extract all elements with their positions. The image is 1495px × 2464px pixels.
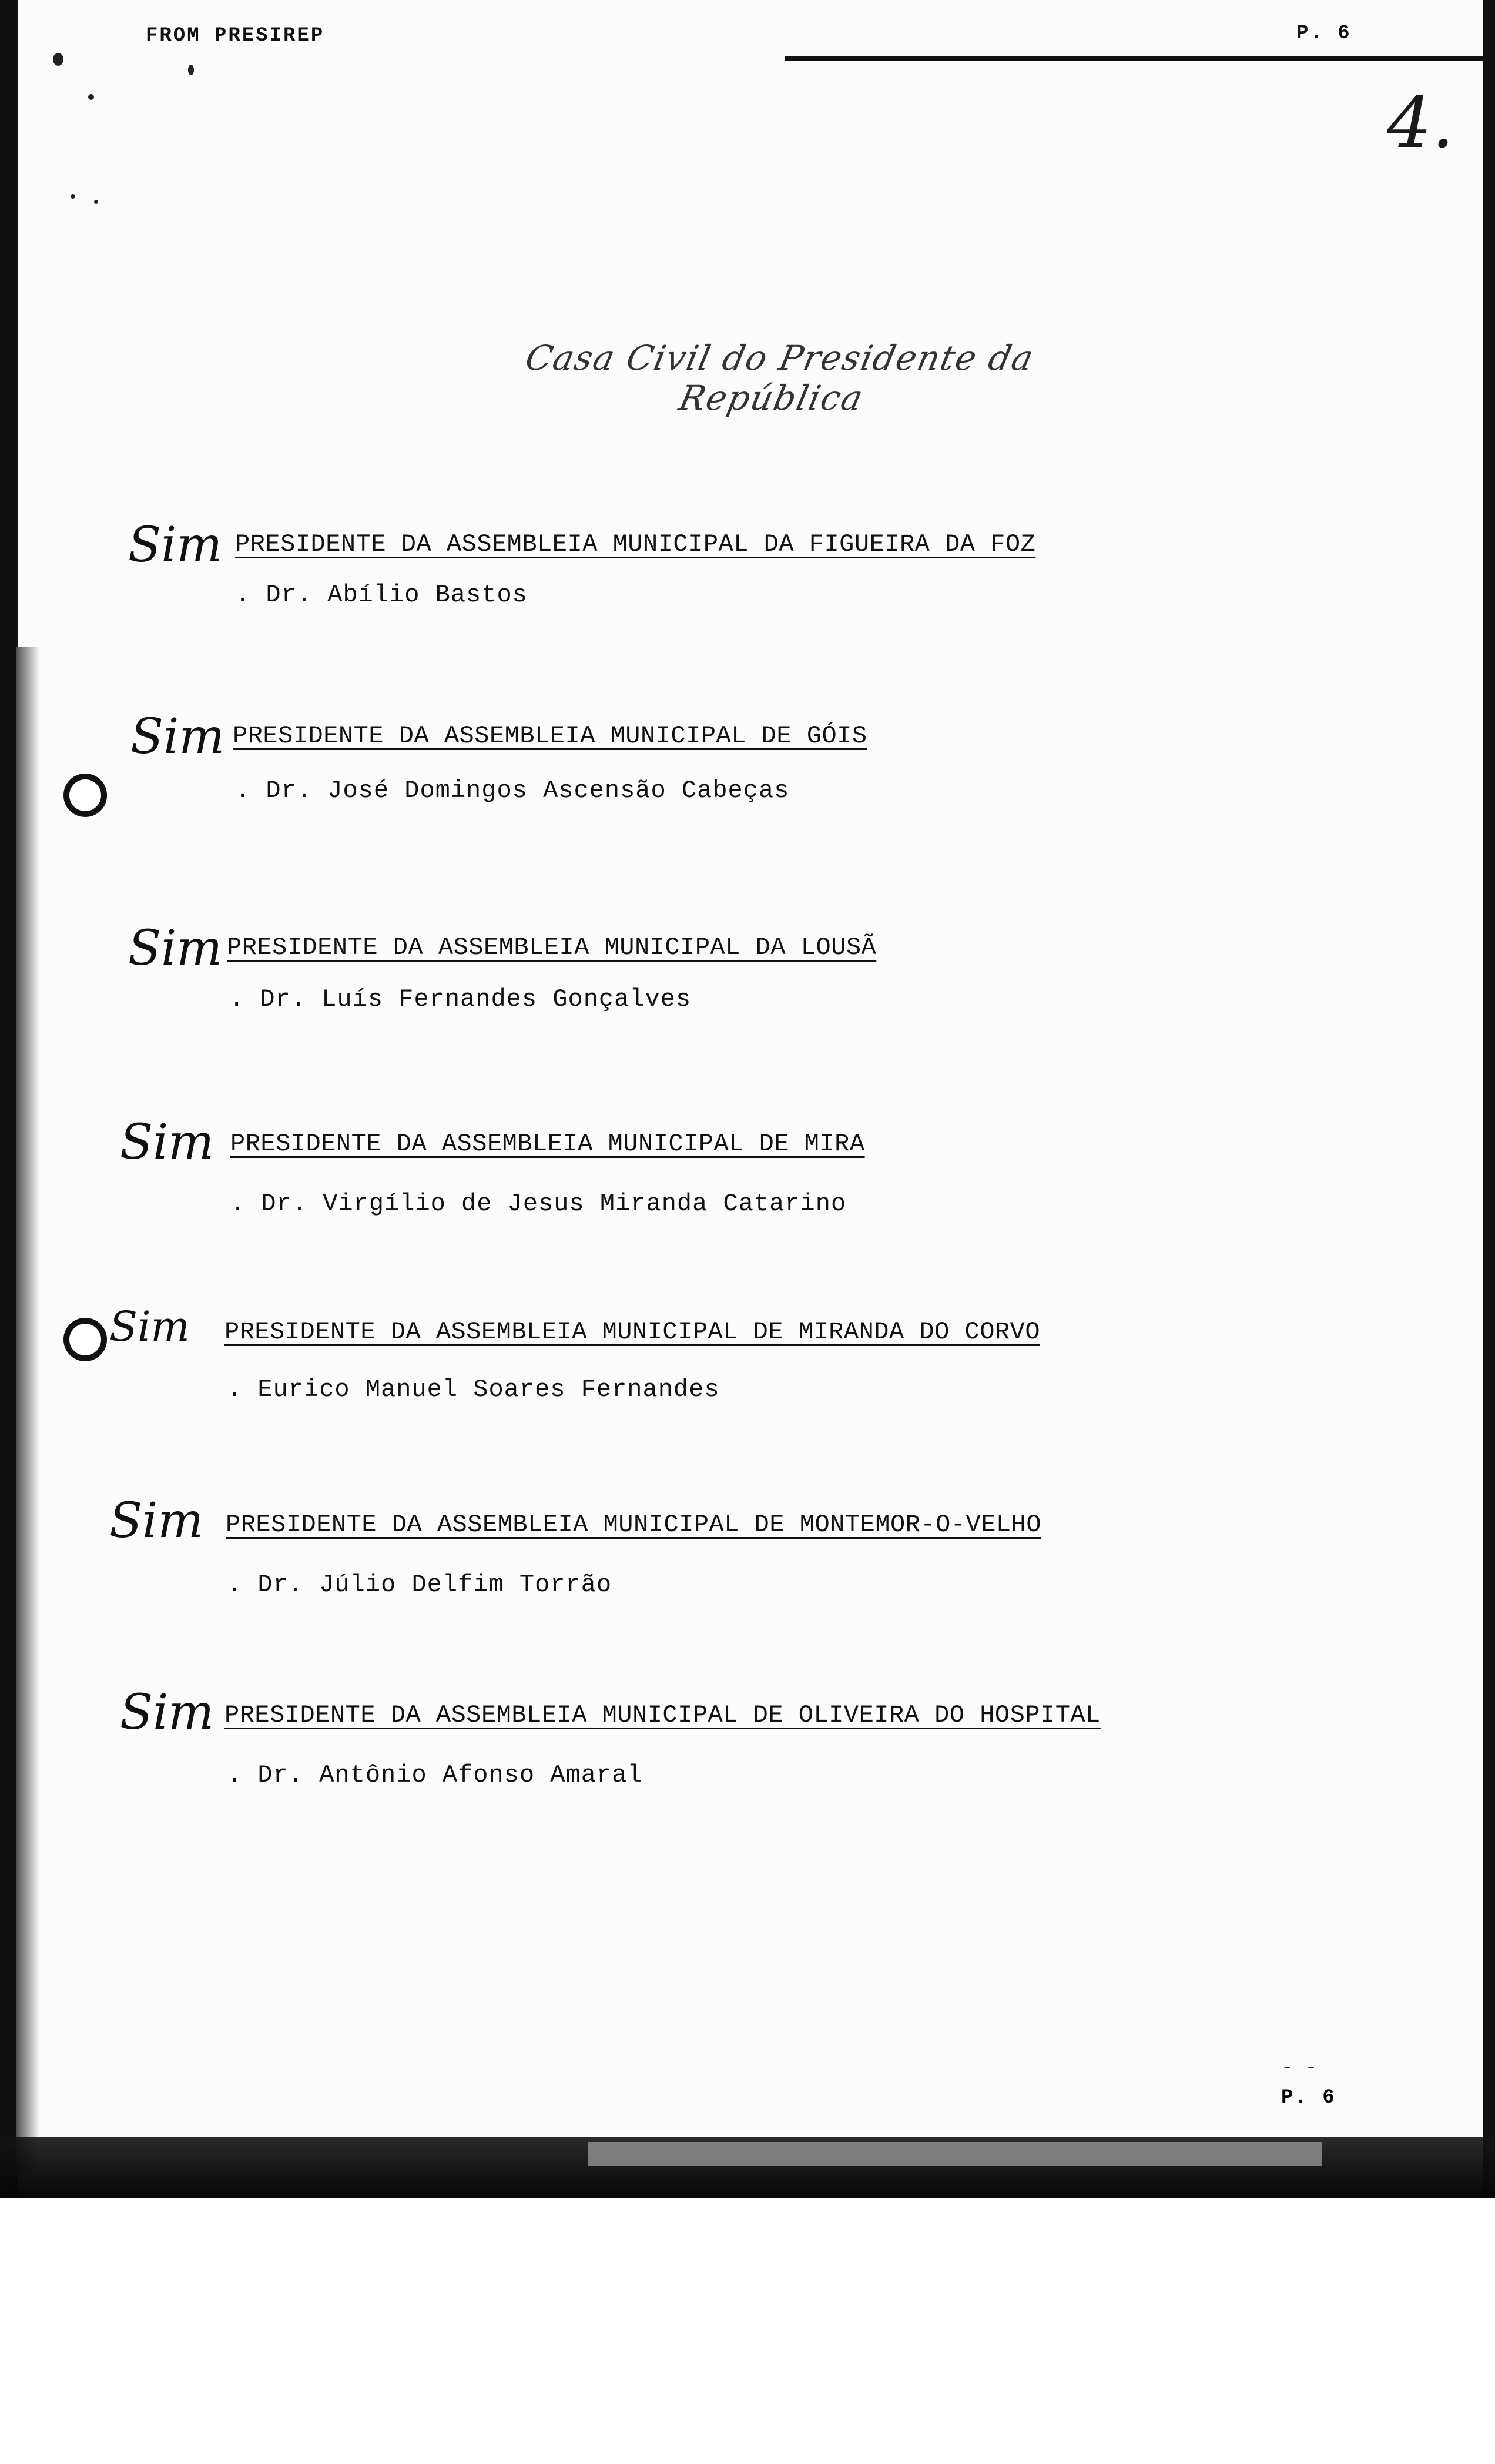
list-item	[0, 1493, 1495, 1599]
entry-person: . Dr. José Domingos Ascensão Cabeças	[235, 776, 790, 805]
list-item	[0, 1303, 1495, 1408]
footer-dash: - -	[1281, 2057, 1318, 2080]
list-item	[0, 920, 1495, 1026]
letterhead: Casa Civil do Presidente da República	[522, 338, 1038, 418]
scan-speck	[188, 65, 194, 75]
list-item	[0, 517, 1495, 623]
scan-noise-band	[588, 2142, 1322, 2166]
scan-edge-left	[0, 0, 18, 2198]
header-rule	[785, 56, 1487, 61]
handwritten-mark: Sim	[109, 1493, 204, 1549]
handwritten-mark: Sim	[109, 1303, 190, 1351]
entry-person: . Dr. Júlio Delfim Torrão	[227, 1571, 612, 1599]
scan-edge-right	[1483, 0, 1495, 2198]
entry-title: PRESIDENTE DA ASSEMBLEIA MUNICIPAL DE GÓIS	[233, 722, 867, 750]
handwritten-mark: Sim	[120, 1114, 214, 1170]
list-item	[0, 1114, 1495, 1220]
footer-page-number: P. 6	[1281, 2087, 1336, 2109]
entry-person: . Dr. Abílio Bastos	[235, 581, 528, 609]
handwritten-mark: Sim	[128, 920, 223, 976]
handwritten-folio-number: 4.	[1387, 82, 1454, 164]
scan-speck	[53, 53, 63, 66]
handwritten-mark: Sim	[120, 1685, 214, 1740]
list-item	[0, 1685, 1495, 1790]
scan-shadow-left	[16, 647, 40, 2175]
entry-title: PRESIDENTE DA ASSEMBLEIA MUNICIPAL DA FIGUEIRA DA FOZ	[235, 530, 1036, 558]
entry-person: . Dr. Luís Fernandes Gonçalves	[229, 985, 692, 1013]
scan-speck	[88, 94, 94, 100]
entry-person: . Eurico Manuel Soares Fernandes	[227, 1375, 720, 1404]
list-item	[0, 709, 1495, 815]
handwritten-mark: Sim	[130, 709, 225, 765]
fax-page-number: P. 6	[1296, 22, 1352, 45]
entry-title: PRESIDENTE DA ASSEMBLEIA MUNICIPAL DA LOUSÃ	[227, 933, 877, 962]
entry-title: PRESIDENTE DA ASSEMBLEIA MUNICIPAL DE MIRANDA DO CORVO	[224, 1318, 1041, 1346]
scan-speck	[94, 200, 98, 204]
fax-sender-label: FROM PRESIREP	[146, 25, 325, 47]
scan-speck	[71, 194, 75, 199]
handwritten-mark: Sim	[128, 517, 223, 573]
entry-person: . Dr. Antônio Afonso Amaral	[227, 1761, 643, 1789]
entry-person: . Dr. Virgílio de Jesus Miranda Catarino	[230, 1190, 847, 1218]
entry-title: PRESIDENTE DA ASSEMBLEIA MUNICIPAL DE MIRA	[230, 1130, 865, 1158]
entry-title: PRESIDENTE DA ASSEMBLEIA MUNICIPAL DE MONTEMOR-O-VELHO	[226, 1511, 1042, 1539]
entry-title: PRESIDENTE DA ASSEMBLEIA MUNICIPAL DE OLIVEIRA DO HOSPITAL	[224, 1701, 1101, 1729]
